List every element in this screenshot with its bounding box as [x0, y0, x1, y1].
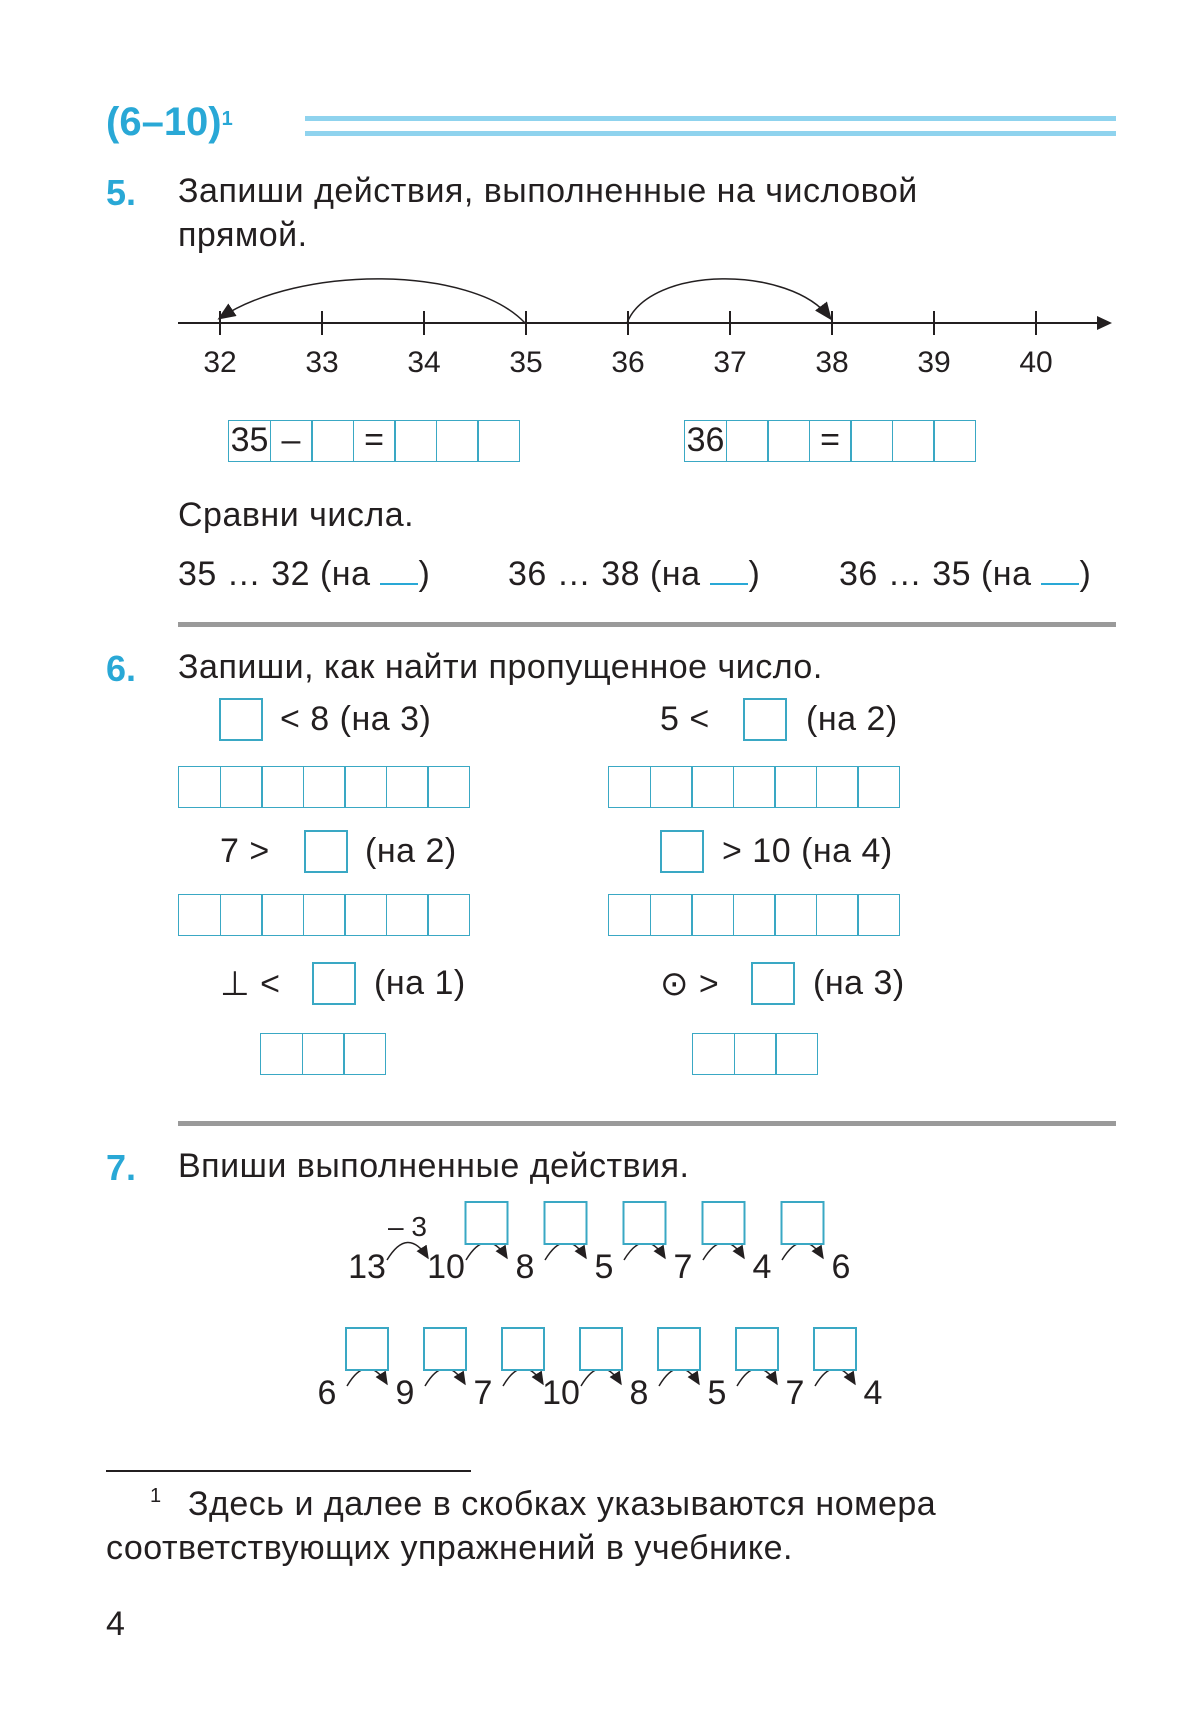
inequality-3-post: (на 2) [365, 832, 457, 870]
answer-cell[interactable] [857, 766, 900, 808]
inequality-6-post: (на 3) [813, 964, 905, 1002]
answer-cells[interactable] [178, 766, 469, 808]
answer-cell[interactable] [220, 766, 263, 808]
footnote-rule [106, 1470, 471, 1472]
chain-arc [737, 1368, 777, 1386]
equation-cell[interactable] [892, 420, 935, 462]
chain-number: 7 [673, 1248, 693, 1286]
answer-cell[interactable] [261, 894, 304, 936]
equation-cell: = [353, 420, 396, 462]
chain-number: 5 [707, 1374, 727, 1412]
inequality-3-pre: 7 > [220, 832, 270, 870]
answer-cell[interactable] [386, 766, 429, 808]
section-title: (6–10) [106, 100, 222, 144]
answer-cell[interactable] [816, 894, 859, 936]
exercise-number-6: 6. [106, 648, 137, 689]
inequality-2-pre: 5 < [660, 700, 710, 738]
missing-number-box[interactable] [743, 698, 787, 741]
header-rule [305, 116, 1116, 121]
paren-close: ) [1079, 555, 1092, 593]
inequality-6-pre: ⊙ > [660, 965, 720, 1003]
equation-cell[interactable] [394, 420, 437, 462]
answer-cell[interactable] [608, 894, 651, 936]
equation-1 [228, 420, 519, 462]
chain-number: 6 [317, 1374, 337, 1412]
chain-number: 8 [515, 1248, 535, 1286]
answer-cell[interactable] [774, 766, 817, 808]
operation-chains [0, 1190, 1200, 1440]
number-line [0, 250, 1200, 390]
answer-blank-2[interactable] [710, 557, 748, 585]
answer-cell[interactable] [427, 766, 470, 808]
operation-box[interactable] [736, 1328, 778, 1370]
operation-box[interactable] [466, 1202, 508, 1244]
operation-box[interactable] [545, 1202, 587, 1244]
equation-cell[interactable] [436, 420, 479, 462]
inequality-1-text: < 8 (на 3) [280, 700, 432, 738]
answer-cell[interactable] [608, 766, 651, 808]
equation-2 [684, 420, 975, 462]
chain-number: 4 [752, 1248, 772, 1286]
answer-cells[interactable] [608, 766, 899, 808]
tick-label: 39 [917, 346, 951, 379]
tick-label: 32 [203, 346, 237, 379]
chain-number: 9 [395, 1374, 415, 1412]
equation-cell[interactable] [726, 420, 769, 462]
chain-number: 7 [473, 1374, 493, 1412]
equation-cell: – [270, 420, 313, 462]
equation-cell: = [809, 420, 852, 462]
page-number: 4 [106, 1605, 126, 1643]
answer-cell[interactable] [261, 766, 304, 808]
compare-item-2-text: 36 … 38 (на [508, 555, 701, 593]
section-divider-1 [178, 622, 1116, 627]
chain-number: 6 [831, 1248, 851, 1286]
answer-cells[interactable] [608, 894, 899, 936]
operation-box[interactable] [703, 1202, 745, 1244]
chain-arc [503, 1368, 543, 1386]
exercise-number-7: 7. [106, 1147, 137, 1188]
answer-cell[interactable] [857, 894, 900, 936]
answer-cell[interactable] [692, 1033, 735, 1075]
chain-number: 10 [542, 1374, 580, 1412]
exercise-5-instruction-line2: прямой. [178, 216, 308, 254]
chain-arc [581, 1368, 621, 1386]
section-divider-2 [178, 1121, 1116, 1126]
tick-label: 40 [1019, 346, 1053, 379]
footnote-mark: 1 [221, 107, 233, 130]
equation-cell[interactable] [477, 420, 520, 462]
chain-arc [703, 1242, 744, 1260]
answer-cell[interactable] [733, 766, 776, 808]
tick-label: 38 [815, 346, 849, 379]
tick-label: 33 [305, 346, 339, 379]
inequality-5-post: (на 1) [374, 964, 466, 1002]
missing-number-box[interactable] [312, 962, 356, 1005]
answer-blank-3[interactable] [1041, 557, 1079, 585]
inequality-4-text: > 10 (на 4) [722, 832, 893, 870]
exercise-7-instruction: Впиши выполненные действия. [178, 1147, 690, 1185]
chain-number: 13 [348, 1248, 386, 1286]
arc-35-to-32 [220, 279, 525, 323]
operation-label: – 3 [388, 1211, 427, 1242]
inequality-2-post: (на 2) [806, 700, 898, 738]
answer-cell[interactable] [343, 1033, 386, 1075]
answer-cell[interactable] [733, 894, 776, 936]
equation-cell[interactable] [850, 420, 893, 462]
chain-arc [815, 1368, 855, 1386]
answer-cell[interactable] [303, 766, 346, 808]
answer-blank-1[interactable] [380, 557, 418, 585]
answer-cells[interactable] [178, 894, 469, 936]
paren-close: ) [418, 555, 431, 593]
missing-number-box[interactable] [304, 830, 348, 873]
answer-cell[interactable] [386, 894, 429, 936]
answer-cell[interactable] [691, 894, 734, 936]
operation-box[interactable] [424, 1328, 466, 1370]
answer-cell[interactable] [427, 894, 470, 936]
operation-box[interactable] [502, 1328, 544, 1370]
answer-cell[interactable] [734, 1033, 777, 1075]
compare-item-1 [178, 555, 430, 594]
chain-arc [545, 1242, 586, 1260]
answer-cell[interactable] [302, 1033, 345, 1075]
answer-cell[interactable] [650, 766, 693, 808]
chain-arc [466, 1242, 507, 1260]
answer-cells[interactable] [260, 1033, 385, 1075]
answer-cell[interactable] [178, 894, 221, 936]
chain-number: 10 [427, 1248, 465, 1286]
arc-36-to-38 [627, 279, 830, 323]
exercise-6-instruction: Запиши, как найти пропущенное число. [178, 648, 823, 686]
compare-item-2 [508, 555, 760, 594]
tick-label: 37 [713, 346, 747, 379]
inequality-5-pre: ⊥ < [220, 965, 281, 1003]
footnote-line2: соответствующих упражнений в учебнике. [106, 1529, 793, 1567]
tick-label: 34 [407, 346, 441, 379]
section-header [106, 100, 233, 145]
equation-cell[interactable] [933, 420, 976, 462]
operation-box[interactable] [782, 1202, 824, 1244]
chain-arc [425, 1368, 465, 1386]
answer-cell[interactable] [691, 766, 734, 808]
compare-item-1-text: 35 … 32 (на [178, 555, 371, 593]
missing-number-box[interactable] [219, 698, 263, 741]
operation-box[interactable] [580, 1328, 622, 1370]
number-line-arrow-icon [1097, 316, 1112, 330]
chain-arc [624, 1242, 665, 1260]
answer-cell[interactable] [816, 766, 859, 808]
paren-close: ) [748, 555, 761, 593]
answer-cell[interactable] [774, 894, 817, 936]
equation-cell: 35 [228, 420, 271, 462]
answer-cell[interactable] [260, 1033, 303, 1075]
compare-item-3 [839, 555, 1091, 594]
operation-box[interactable] [346, 1328, 388, 1370]
tick-label: 36 [611, 346, 645, 379]
operation-box[interactable] [814, 1328, 856, 1370]
answer-cell[interactable] [650, 894, 693, 936]
chain-number: 7 [785, 1374, 805, 1412]
chain-number: 8 [629, 1374, 649, 1412]
answer-cells[interactable] [692, 1033, 817, 1075]
answer-cell[interactable] [178, 766, 221, 808]
chain-number: 4 [863, 1374, 883, 1412]
compare-item-3-text: 36 … 35 (на [839, 555, 1032, 593]
tick-label: 35 [509, 346, 543, 379]
footnote-line1: Здесь и далее в скобках указываются номера [188, 1485, 937, 1523]
footnote-mark: 1 [150, 1485, 162, 1507]
chain-arc [782, 1242, 823, 1260]
exercise-5-instruction-line1: Запиши действия, выполненные на числовой [178, 172, 918, 210]
compare-title: Сравни числа. [178, 496, 415, 534]
chain-arc [659, 1368, 699, 1386]
equation-cell: 36 [684, 420, 727, 462]
answer-cell[interactable] [344, 894, 387, 936]
answer-cell[interactable] [775, 1033, 818, 1075]
chain-arc [387, 1242, 428, 1260]
answer-cell[interactable] [220, 894, 263, 936]
missing-number-box[interactable] [660, 830, 704, 873]
missing-number-box[interactable] [751, 962, 795, 1005]
equation-cell[interactable] [311, 420, 354, 462]
answer-cell[interactable] [303, 894, 346, 936]
chain-arc [347, 1368, 387, 1386]
operation-box[interactable] [658, 1328, 700, 1370]
equation-cell[interactable] [767, 420, 810, 462]
operation-box[interactable] [624, 1202, 666, 1244]
exercise-number-5: 5. [106, 172, 137, 213]
header-rule-2 [305, 131, 1116, 136]
chain-number: 5 [594, 1248, 614, 1286]
answer-cell[interactable] [344, 766, 387, 808]
